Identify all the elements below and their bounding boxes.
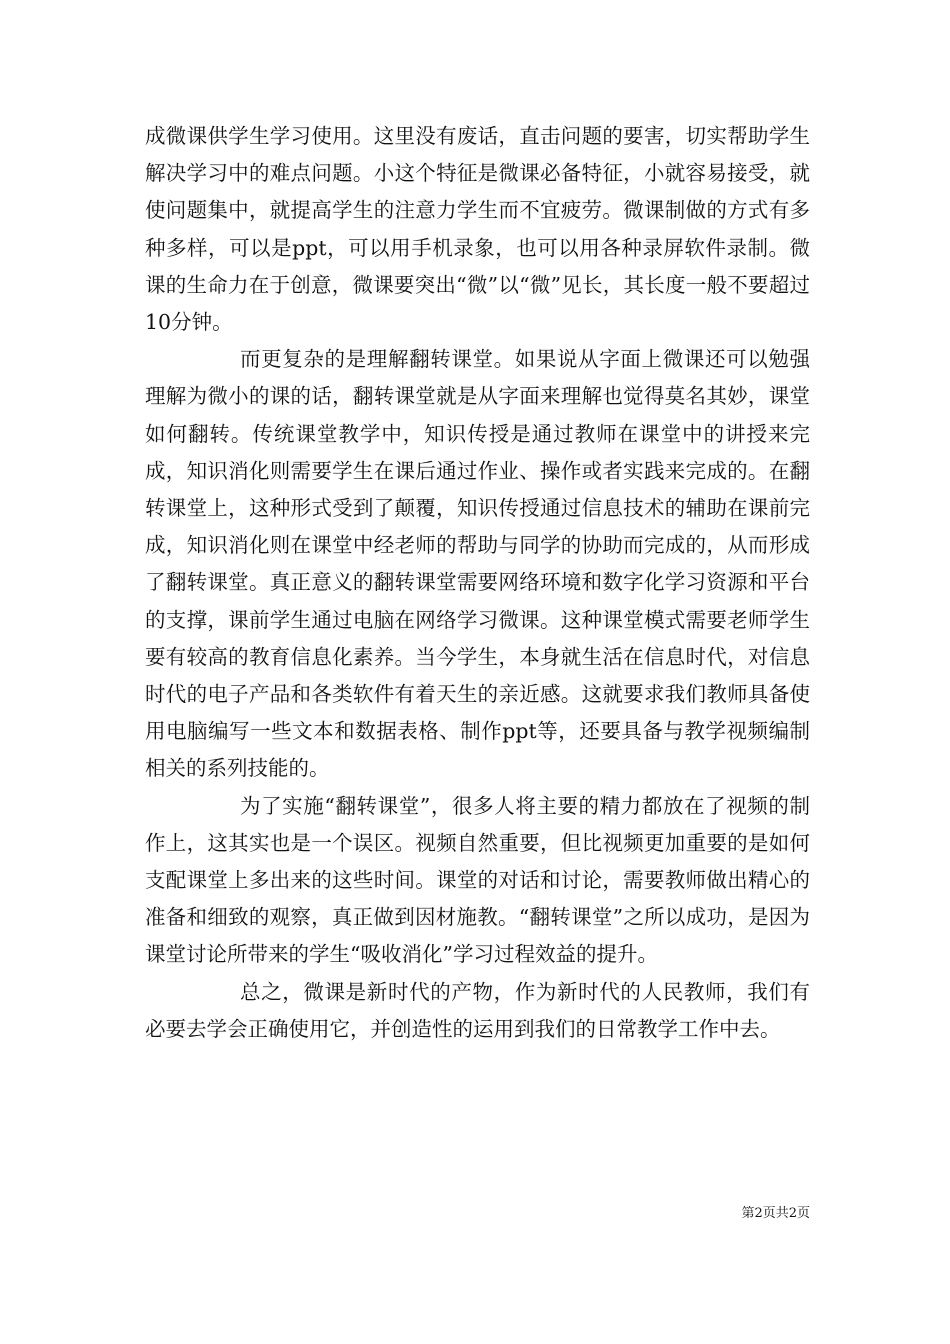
document-body [145,118,810,1048]
paragraph-4: 总之，微课是新时代的产物，作为新时代的人民教师，我们有必要去学会正确使用它，并创造性的运用到我们的日常教学工作中去。 [145,979,810,1041]
page-number-footer: 第2页共2页 [741,1206,810,1221]
paragraph-1: 成微课供学生学习使用。这里没有废话，直击问题的要害，切实帮助学生解决学习中的难点问题。小这个特征是微课必备特征，小就容易接受，就使问题集中，就提高学生的注意力学生而不宜疲劳。微课制做的方式有多种多样，可以是ppt，可以用手机录象，也可以用各种录屏软件录制。微课的生命力在于创意，微课要突出“微”以“微”见长，其长度一般不要超过10分钟。 [145,124,810,335]
paragraph-3: 为了实施“翻转课堂”，很多人将主要的精力都放在了视频的制作上，这其实也是一个误区。视频自然重要，但比视频更加重要的是如何支配课堂上多出来的这些时间。课堂的对话和讨论，需要教师做出精心的准备和细致的观察，真正做到因材施教。“翻转课堂”之所以成功，是因为课堂讨论所带来的学生“吸收消化”学习过程效益的提升。 [145,793,810,967]
paragraph-2: 而更复杂的是理解翻转课堂。如果说从字面上微课还可以勉强理解为微小的课的话，翻转课堂就是从字面来理解也觉得莫名其妙，课堂如何翻转。传统课堂教学中，知识传授是通过教师在课堂中的讲授来完成，知识消化则需要学生在课后通过作业、操作或者实践来完成的。在翻转课堂上，这种形式受到了颠覆，知识传授通过信息技术的辅助在课前完成，知识消化则在课堂中经老师的帮助与同学的协助而完成的，从而形成了翻转课堂。真正意义的翻转课堂需要网络环境和数字化学习资源和平台的支撑，课前学生通过电脑在网络学习微课。这种课堂模式需要老师学生要有较高的教育信息化素养。当今学生，本身就生活在信息时代，对信息时代的电子产品和各类软件有着天生的亲近感。这就要求我们教师具备使用电脑编写一些文本和数据表格、制作ppt等，还要具备与教学视频编制相关的系列技能的。 [145,347,810,781]
